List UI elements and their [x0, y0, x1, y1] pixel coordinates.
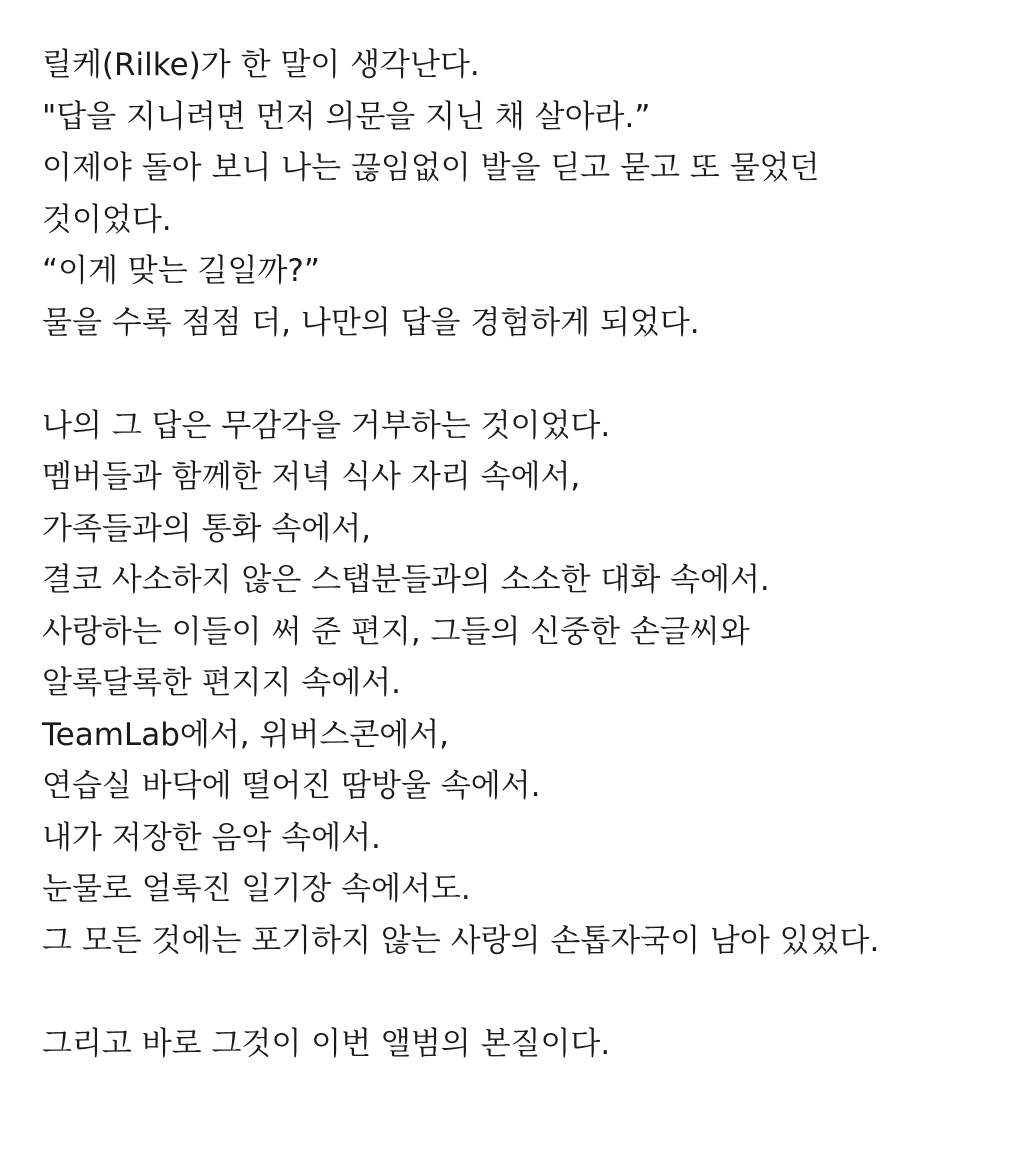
paragraph-2: [42, 401, 1012, 968]
text-line: "답을 지니려면 먼저 의문을 지닌 채 살아라.”: [42, 98, 651, 135]
paragraph-3: [42, 1019, 1012, 1071]
text-line: 이제야 돌아 보니 나는 끊임없이 발을 딛고 묻고 또 물었던: [42, 150, 820, 186]
text-line: 릴케(Rilke)가 한 말이 생각난다.: [42, 47, 480, 83]
text-line: 결코 사소하지 않은 스탭분들과의 소소한 대화 속에서.: [42, 562, 770, 598]
paragraph-1: [42, 40, 1012, 349]
text-line: 그 모든 것에는 포기하지 않는 사랑의 손톱자국이 남아 있었다.: [42, 922, 880, 959]
paragraph-break: [42, 967, 1012, 1019]
text-line: 그리고 바로 그것이 이번 앨범의 본질이다.: [42, 1025, 611, 1062]
letter-text: [42, 40, 1012, 1070]
text-line: 알록달록한 편지지 속에서.: [42, 665, 401, 701]
text-line: 연습실 바닥에 떨어진 땀방울 속에서.: [42, 768, 541, 804]
text-line: 눈물로 얼룩진 일기장 속에서도.: [42, 871, 471, 907]
text-line: 나의 그 답은 무감각을 거부하는 것이었다.: [42, 407, 611, 444]
text-line: 가족들과의 통화 속에서,: [42, 510, 372, 547]
text-line: “이게 맞는 길일까?”: [42, 253, 320, 289]
text-line: 물을 수록 점점 더, 나만의 답을 경험하게 되었다.: [42, 304, 700, 341]
text-line: TeamLab에서, 위버스콘에서,: [42, 716, 450, 753]
text-line: 것이었다.: [42, 201, 172, 238]
text-line: 내가 저장한 음악 속에서.: [42, 819, 381, 856]
text-line: 멤버들과 함께한 저녁 식사 자리 속에서,: [42, 459, 581, 495]
paragraph-break: [42, 349, 1012, 401]
text-line: 사랑하는 이들이 써 준 편지, 그들의 신중한 손글씨와: [42, 613, 750, 650]
